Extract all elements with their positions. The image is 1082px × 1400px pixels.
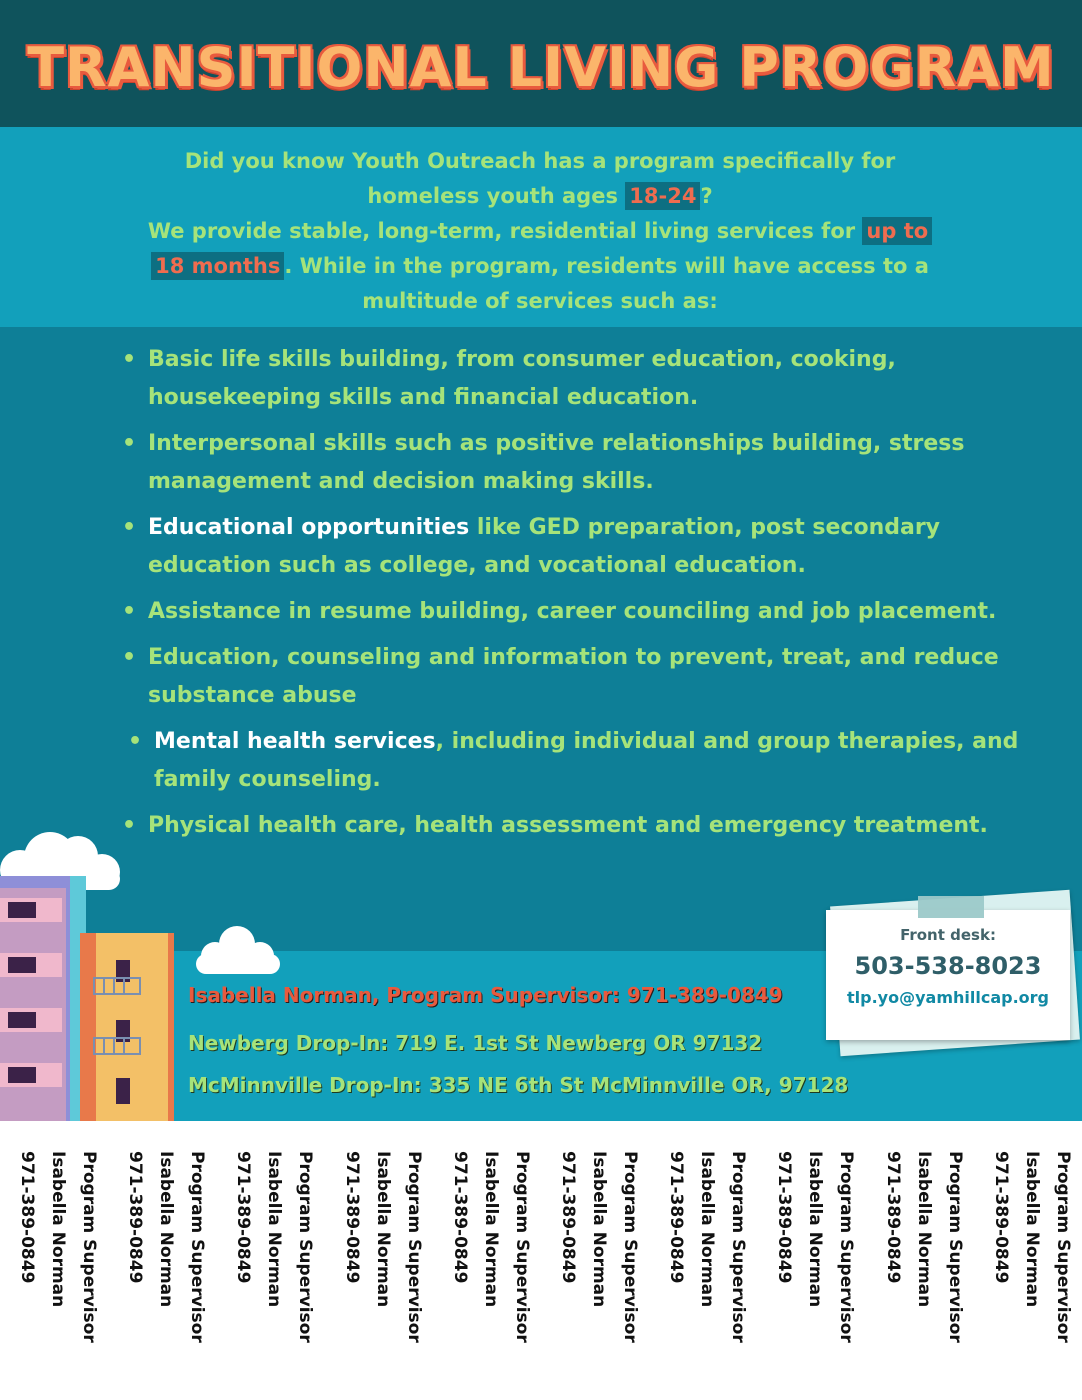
bullet-icon: • — [122, 813, 137, 838]
tape-strip — [918, 896, 984, 918]
tearoff-name: Isabella Norman — [264, 1151, 284, 1308]
tearoff-tab[interactable] — [870, 1151, 970, 1391]
duration-highlight-a: up to — [862, 217, 932, 245]
service-item: • Education, counseling and information to prevent, treat, and reduce substance abuse — [120, 639, 1020, 715]
bullet-icon: • — [128, 729, 143, 754]
intro-line-2-post: ? — [700, 184, 713, 208]
tearoff-phone: 971-389-0849 — [558, 1151, 578, 1284]
mcminnville-address: McMinnville Drop-In: 335 NE 6th St McMinnville OR, 97128 — [188, 1073, 849, 1097]
ages-highlight: 18-24 — [625, 182, 700, 210]
bullet-icon: • — [122, 347, 137, 372]
service-lead: Educational opportunities — [148, 515, 470, 540]
tearoff-tab[interactable] — [437, 1151, 537, 1391]
supervisor-contact: Isabella Norman, Program Supervisor: 971-389-0849 — [188, 983, 783, 1007]
tearoff-role: Program Supervisor — [512, 1151, 532, 1343]
bullet-icon: • — [122, 431, 137, 456]
front-desk-email: tlp.yo@yamhillcap.org — [847, 988, 1049, 1007]
tearoff-role: Program Supervisor — [728, 1151, 748, 1343]
tearoff-role: Program Supervisor — [945, 1151, 965, 1343]
tearoff-phone: 971-389-0849 — [233, 1151, 253, 1284]
tearoff-name: Isabella Norman — [914, 1151, 934, 1308]
intro-band — [0, 127, 1082, 327]
service-lead: Mental health services — [154, 729, 436, 754]
tearoff-tab[interactable] — [761, 1151, 861, 1391]
tearoff-strip — [0, 1121, 1082, 1400]
front-desk-note — [826, 910, 1070, 1040]
tearoff-tab[interactable] — [220, 1151, 320, 1391]
service-list — [120, 341, 1020, 853]
tearoff-phone: 971-389-0849 — [883, 1151, 903, 1284]
buildings-illustration — [0, 828, 290, 1128]
tearoff-name: Isabella Norman — [589, 1151, 609, 1308]
tearoff-tab[interactable] — [112, 1151, 212, 1391]
tearoff-name: Isabella Norman — [481, 1151, 501, 1308]
service-item: • Educational opportunities like GED preparation, post secondary education such as college, and vocational education. — [120, 509, 1020, 585]
tearoff-role: Program Supervisor — [836, 1151, 856, 1343]
tearoff-name: Isabella Norman — [156, 1151, 176, 1308]
cloud-icon — [196, 926, 280, 974]
bullet-icon: • — [122, 599, 137, 624]
service-item: • Mental health services, including individual and group therapies, and family counseling. — [120, 723, 1020, 799]
intro-line-2-pre: homeless youth ages — [367, 184, 626, 208]
tearoff-phone: 971-389-0849 — [125, 1151, 145, 1284]
intro-paragraph — [80, 144, 1000, 319]
tearoff-phone: 971-389-0849 — [666, 1151, 686, 1284]
tearoff-name: Isabella Norman — [48, 1151, 68, 1308]
intro-line-3-pre: We provide stable, long-term, residential living services for — [147, 219, 863, 243]
duration-highlight-b: 18 months — [151, 252, 284, 280]
intro-line-5: multitude of services such as: — [362, 289, 718, 313]
tearoff-role: Program Supervisor — [1053, 1151, 1073, 1343]
front-desk-phone: 503-538-8023 — [854, 952, 1042, 980]
tearoff-name: Isabella Norman — [805, 1151, 825, 1308]
tearoff-role: Program Supervisor — [620, 1151, 640, 1343]
header-band — [0, 0, 1082, 127]
tearoff-name: Isabella Norman — [697, 1151, 717, 1308]
intro-line-1: Did you know Youth Outreach has a program specifically for — [184, 149, 896, 173]
tearoff-phone: 971-389-0849 — [991, 1151, 1011, 1284]
tearoff-tab[interactable] — [978, 1151, 1078, 1391]
service-item: • Interpersonal skills such as positive relationships building, stress management and decision making skills. — [120, 425, 1020, 501]
intro-line-4-post: . While in the program, residents will have access to a — [284, 254, 929, 278]
tearoff-tab[interactable] — [4, 1151, 104, 1391]
tearoff-tab[interactable] — [653, 1151, 753, 1391]
front-desk-label: Front desk: — [900, 926, 996, 944]
bullet-icon: • — [122, 645, 137, 670]
tearoff-name: Isabella Norman — [373, 1151, 393, 1308]
service-item: • Physical health care, health assessment and emergency treatment. — [120, 807, 1020, 845]
tearoff-phone: 971-389-0849 — [342, 1151, 362, 1284]
tearoff-role: Program Supervisor — [295, 1151, 315, 1343]
tearoff-tab[interactable] — [545, 1151, 645, 1391]
tearoff-phone: 971-389-0849 — [17, 1151, 37, 1284]
bullet-icon: • — [122, 515, 137, 540]
page-title: TRANSITIONAL LIVING PROGRAM — [27, 36, 1055, 99]
service-item: • Assistance in resume building, career counciling and job placement. — [120, 593, 1020, 631]
newberg-address: Newberg Drop-In: 719 E. 1st St Newberg OR 97132 — [188, 1031, 763, 1055]
tearoff-tab[interactable] — [329, 1151, 429, 1391]
tearoff-role: Program Supervisor — [79, 1151, 99, 1343]
tearoff-phone: 971-389-0849 — [450, 1151, 470, 1284]
tearoff-role: Program Supervisor — [187, 1151, 207, 1343]
tearoff-phone: 971-389-0849 — [774, 1151, 794, 1284]
service-item: • Basic life skills building, from consumer education, cooking, housekeeping skills and financial education. — [120, 341, 1020, 417]
tearoff-role: Program Supervisor — [404, 1151, 424, 1343]
tearoff-name: Isabella Norman — [1022, 1151, 1042, 1308]
